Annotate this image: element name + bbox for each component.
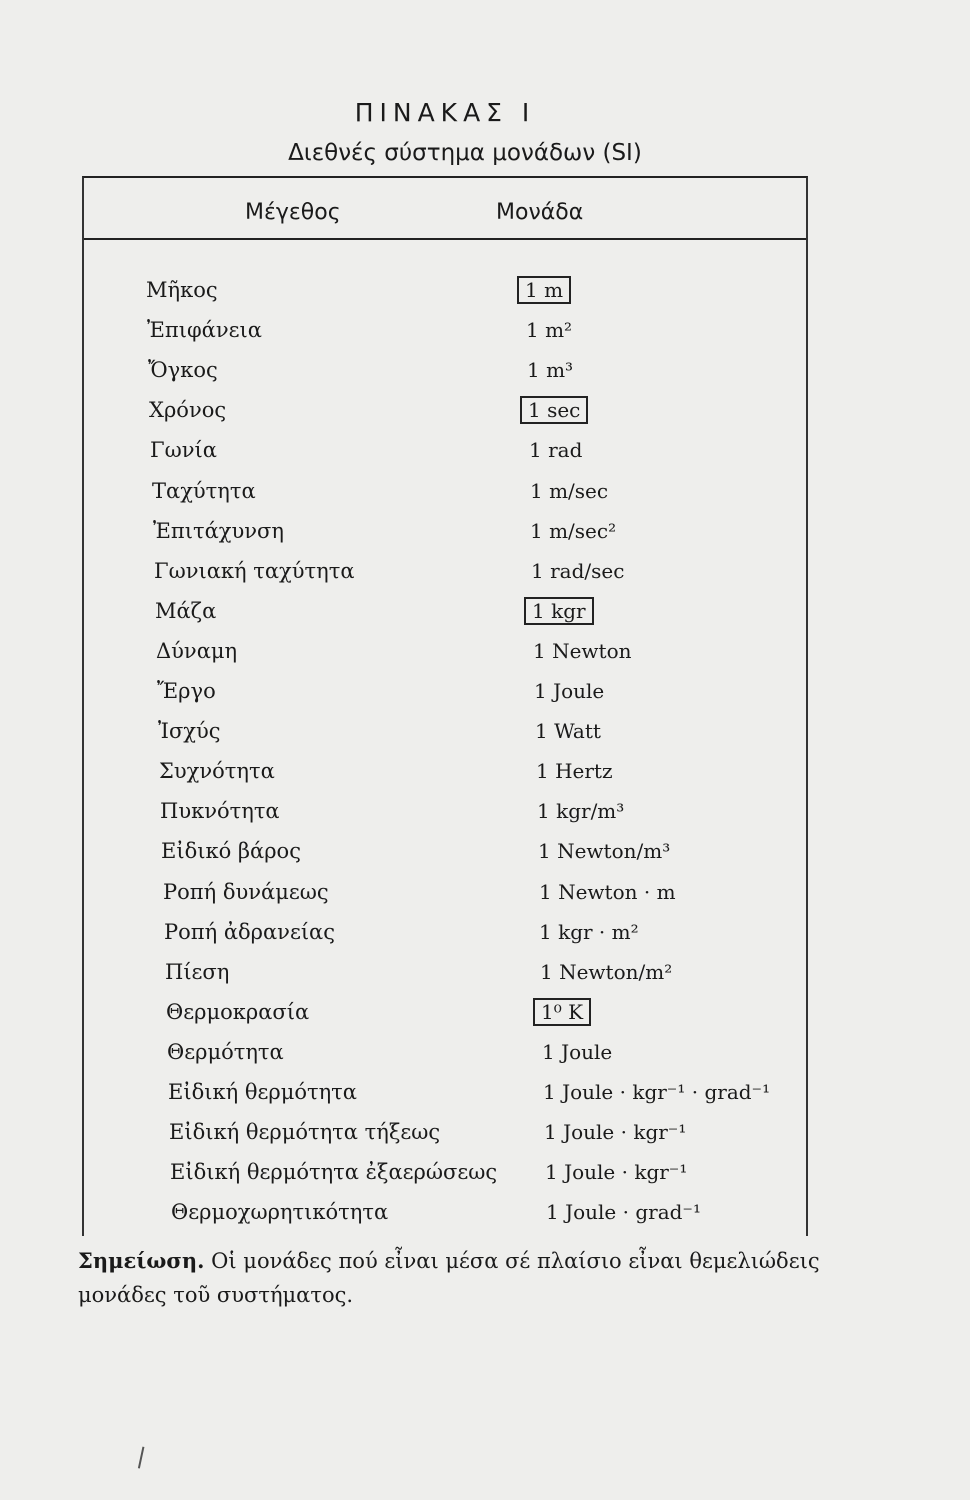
table-row — [0, 1040, 970, 1080]
table-row — [0, 920, 970, 960]
header-rule — [84, 238, 806, 240]
footnote-label: Σημείωση. — [78, 1248, 205, 1273]
unit-cell: 1 m/sec — [530, 479, 609, 503]
table-row — [0, 599, 970, 639]
quantity-cell: Εἰδική θερμότητα τήξεως — [169, 1120, 441, 1144]
quantity-cell: Ὄγκος — [148, 358, 218, 382]
unit-cell: 1 rad — [529, 438, 583, 462]
table-row — [0, 278, 970, 318]
page-title: ΠΙΝΑΚΑΣ Ι — [354, 98, 536, 127]
quantity-cell: Εἰδική θερμότητα — [168, 1080, 357, 1104]
quantity-cell: Δύναμη — [156, 639, 238, 663]
quantity-cell: Χρόνος — [149, 398, 227, 422]
unit-cell: 1 Newton/m³ — [538, 839, 671, 863]
unit-cell: 1 Joule · kgr⁻¹ — [544, 1120, 687, 1144]
quantity-cell: Ροπή δυνάμεως — [163, 880, 329, 904]
quantity-cell: Θερμοχωρητικότητα — [171, 1200, 389, 1224]
footnote — [78, 1244, 878, 1312]
table-row — [0, 719, 970, 759]
base-unit-cell: 1 m — [517, 276, 571, 304]
unit-cell: 1 Joule · grad⁻¹ — [546, 1200, 701, 1224]
table-row — [0, 519, 970, 559]
quantity-cell: Ταχύτητα — [152, 479, 256, 503]
table-row — [0, 318, 970, 358]
unit-cell: 1 Joule · kgr⁻¹ · grad⁻¹ — [543, 1080, 771, 1104]
quantity-cell: Μῆκος — [146, 278, 218, 302]
table-row — [0, 479, 970, 519]
unit-cell: 1 Joule — [534, 679, 605, 703]
table-row — [0, 880, 970, 920]
page-subtitle: Διεθνές σύστημα μονάδων (SI) — [288, 140, 642, 166]
quantity-cell: Ἔργο — [157, 679, 216, 703]
unit-cell: 1 kgr/m³ — [537, 799, 625, 823]
unit-cell: 1 Joule — [542, 1040, 613, 1064]
unit-cell: 1 rad/sec — [531, 559, 625, 583]
quantity-cell: Ἐπιφάνεια — [147, 318, 262, 342]
table-row — [0, 398, 970, 438]
footnote-text: Οἱ μονάδες πού εἶναι μέσα σέ πλαίσιο εἶναι θεμελιώδεις μονάδες τοῦ συστήματος. — [78, 1249, 820, 1307]
quantity-cell: Γωνιακή ταχύτητα — [154, 559, 355, 583]
quantity-cell: Συχνότητα — [159, 759, 275, 783]
base-unit-cell: 1 sec — [520, 396, 588, 424]
unit-cell: 1 Watt — [535, 719, 601, 743]
unit-cell: 1 m³ — [527, 358, 574, 382]
quantity-cell: Πίεση — [165, 960, 230, 984]
unit-cell: 1 kgr · m² — [539, 920, 639, 944]
column-header-unit: Μονάδα — [496, 200, 584, 225]
quantity-cell: Πυκνότητα — [160, 799, 280, 823]
quantity-cell: Εἰδικό βάρος — [161, 839, 301, 863]
table-row — [0, 799, 970, 839]
quantity-cell: Μάζα — [155, 599, 217, 623]
unit-cell: 1 Hertz — [536, 759, 613, 783]
table-row — [0, 639, 970, 679]
table-row — [0, 759, 970, 799]
table-row — [0, 559, 970, 599]
column-header-quantity: Μέγεθος — [245, 200, 341, 225]
table-row — [0, 1120, 970, 1160]
unit-cell: 1 m² — [526, 318, 573, 342]
unit-cell: 1 Newton/m² — [540, 960, 673, 984]
table-row — [0, 1080, 970, 1120]
table-row — [0, 358, 970, 398]
table-row — [0, 1000, 970, 1040]
unit-cell: 1 Newton · m — [539, 880, 676, 904]
quantity-cell: Θερμότητα — [167, 1040, 284, 1064]
quantity-cell: Ἰσχύς — [158, 719, 221, 743]
quantity-cell: Ἐπιτάχυνση — [153, 519, 284, 543]
table-row — [0, 438, 970, 478]
unit-cell: 1 Joule · kgr⁻¹ — [545, 1160, 688, 1184]
quantity-cell: Γωνία — [150, 438, 217, 462]
quantity-cell: Θερμοκρασία — [166, 1000, 310, 1024]
quantity-cell: Ροπή ἀδρανείας — [164, 920, 336, 944]
base-unit-cell: 1 kgr — [524, 597, 594, 625]
table-row — [0, 679, 970, 719]
unit-cell: 1 m/sec² — [530, 519, 617, 543]
unit-cell: 1 Newton — [533, 639, 632, 663]
page-mark — [138, 1447, 158, 1472]
quantity-cell: Εἰδική θερμότητα ἐξαερώσεως — [170, 1160, 498, 1184]
table-row — [0, 1200, 970, 1240]
base-unit-cell: 1⁰ K — [533, 998, 591, 1026]
table-row — [0, 839, 970, 879]
table-row — [0, 960, 970, 1000]
table-row — [0, 1160, 970, 1200]
